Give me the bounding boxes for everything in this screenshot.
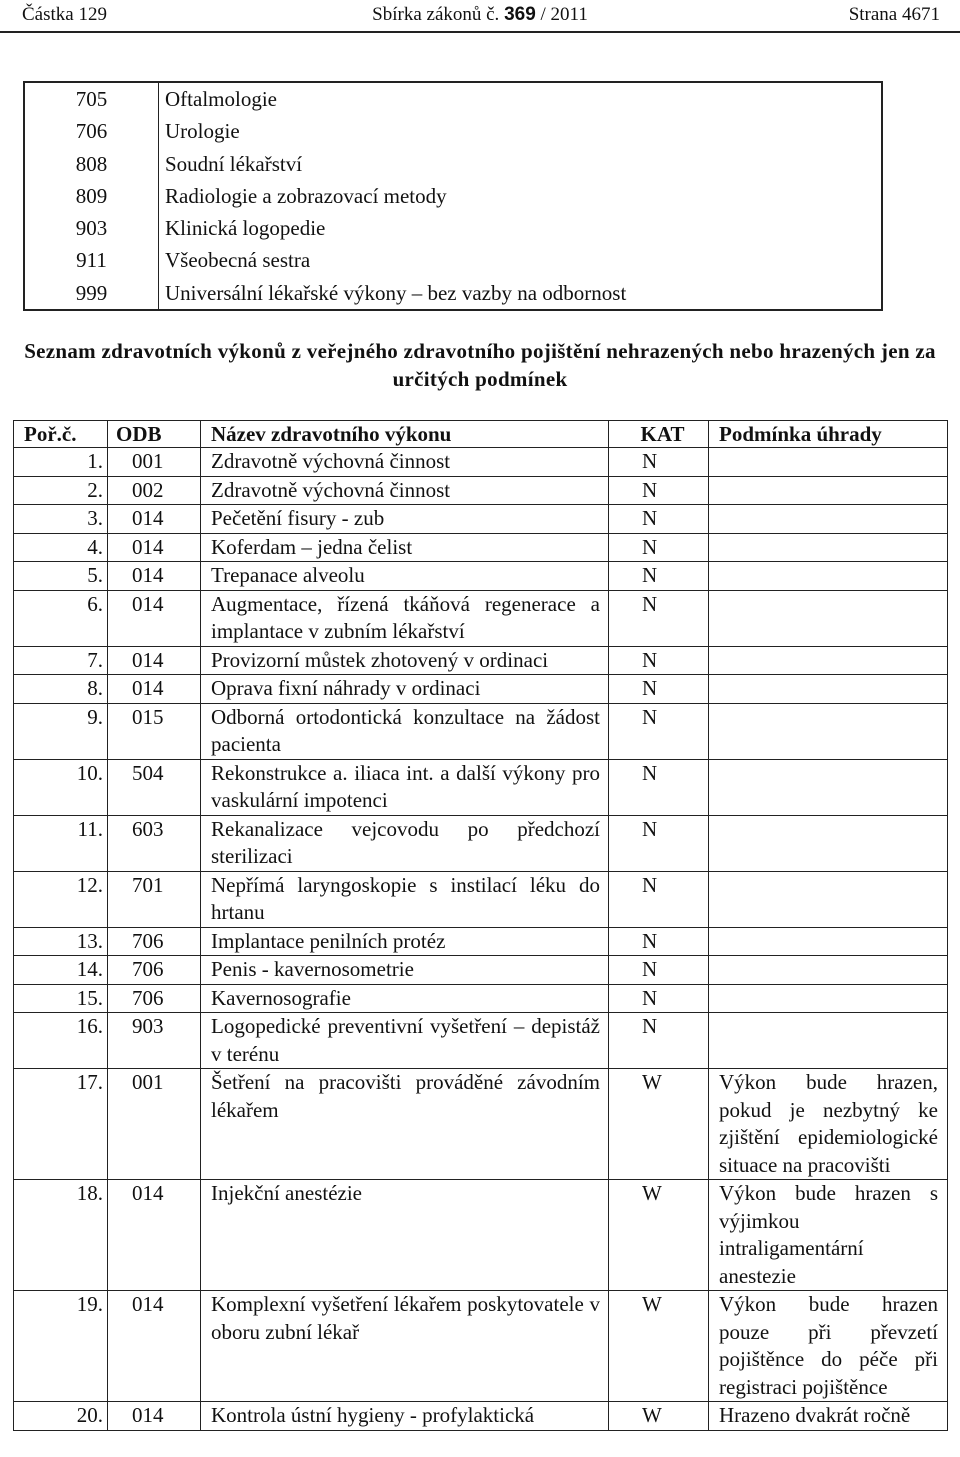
table-row [14,815,948,871]
row-procedure-name: Rekanalizace vejcovodu po předchozí sterilizaci [201,815,609,871]
row-condition [709,927,948,956]
law-year: / 2011 [540,4,588,25]
specialty-name: Klinická logopedie [165,216,326,241]
row-procedure-name: Zdravotně výchovná činnost [201,476,609,505]
row-odb: 014 [108,646,201,675]
row-condition [709,1013,948,1069]
specialty-code: 903 [24,212,159,244]
table-row [14,1013,948,1069]
row-number: 19. [14,1291,108,1402]
row-odb: 014 [108,533,201,562]
specialty-table [23,81,883,311]
row-odb: 603 [108,815,201,871]
row-category: W [609,1291,709,1402]
row-number: 1. [14,448,108,477]
row-procedure-name: Augmentace, řízená tkáňová regenerace a implantace v zubním lékařství [201,590,609,646]
specialty-name: Všeobecná sestra [165,248,311,273]
row-number: 15. [14,984,108,1013]
table-row [14,646,948,675]
specialty-name: Oftalmologie [165,87,277,111]
table-row [14,1291,948,1402]
row-odb: 002 [108,476,201,505]
row-category: N [609,1013,709,1069]
row-number: 10. [14,759,108,815]
table-row [14,1402,948,1431]
specialty-code: 706 [24,115,159,147]
header-odb: ODB [108,421,201,448]
row-condition [709,956,948,985]
table-row [14,871,948,927]
row-category: N [609,956,709,985]
row-odb: 001 [108,448,201,477]
table-row [14,675,948,704]
page-header [0,0,960,33]
table-row [14,476,948,505]
row-procedure-name: Pečetění fisury - zub [201,505,609,534]
row-category: W [609,1180,709,1291]
row-condition [709,448,948,477]
row-number: 8. [14,675,108,704]
row-number: 7. [14,646,108,675]
row-number: 11. [14,815,108,871]
section-title: Seznam zdravotních výkonů z veřejného zdravotního pojištění nehrazených nebo hrazených jen za určitých podmínek [24,339,936,391]
row-condition: Hrazeno dvakrát ročně [709,1402,948,1431]
row-condition [709,984,948,1013]
specialty-name: Radiologie a zobrazovací metody [165,183,447,208]
specialty-name: Soudní lékařství [165,151,303,176]
row-category: N [609,505,709,534]
specialty-code: 808 [24,148,159,180]
table-row [24,212,882,244]
law-number: 369 [504,4,536,25]
row-condition [709,590,948,646]
row-category: W [609,1402,709,1431]
row-category: N [609,871,709,927]
row-procedure-name: Šetření na pracovišti prováděné závodním lékařem [201,1069,609,1180]
row-condition [709,871,948,927]
row-condition [709,815,948,871]
issue-label: Částka 129 [22,4,107,25]
specialty-code: 911 [24,244,159,276]
table-row [14,956,948,985]
row-number: 3. [14,505,108,534]
table-row [14,448,948,477]
row-category: N [609,815,709,871]
row-condition [709,759,948,815]
table-row [24,277,882,310]
table-row [24,82,882,115]
table-row [24,244,882,276]
header-no: Poř.č. [14,421,108,448]
row-odb: 014 [108,562,201,591]
specialty-name: Universální lékařské výkony – bez vazby na odbornost [165,280,627,305]
row-category: N [609,476,709,505]
row-condition: Výkon bude hrazen pouze při převzetí pojištěnce do péče při registraci pojištěnce [709,1291,948,1402]
table-row [24,148,882,180]
row-procedure-name: Logopedické preventivní vyšetření – depistáž v terénu [201,1013,609,1069]
row-condition [709,646,948,675]
row-procedure-name: Rekonstrukce a. iliaca int. a další výkony pro vaskulární impotenci [201,759,609,815]
row-odb: 903 [108,1013,201,1069]
row-procedure-name: Kontrola ústní hygieny - profylaktická [201,1402,609,1431]
table-row [14,759,948,815]
row-category: N [609,448,709,477]
row-odb: 706 [108,927,201,956]
row-category: N [609,984,709,1013]
row-number: 16. [14,1013,108,1069]
table-header-row [14,421,948,448]
row-condition: Výkon bude hrazen, pokud je nezbytný ke zjištění epidemiologické situace na pracovišti [709,1069,948,1180]
table-row [14,590,948,646]
row-procedure-name: Penis - kavernosometrie [201,956,609,985]
row-number: 14. [14,956,108,985]
table-row [14,505,948,534]
row-category: N [609,927,709,956]
row-category: N [609,703,709,759]
row-number: 13. [14,927,108,956]
row-category: N [609,646,709,675]
row-condition [709,703,948,759]
row-odb: 014 [108,505,201,534]
row-procedure-name: Kavernosografie [201,984,609,1013]
row-condition: Výkon bude hrazen s výjimkou intraligamentární anestezie [709,1180,948,1291]
table-row [14,1069,948,1180]
row-number: 6. [14,590,108,646]
row-number: 20. [14,1402,108,1431]
row-number: 9. [14,703,108,759]
row-odb: 014 [108,675,201,704]
row-number: 18. [14,1180,108,1291]
row-odb: 706 [108,956,201,985]
table-row [14,927,948,956]
row-number: 12. [14,871,108,927]
row-procedure-name: Trepanace alveolu [201,562,609,591]
row-procedure-name: Koferdam – jedna čelist [201,533,609,562]
table-row [14,984,948,1013]
specialty-name: Urologie [165,119,240,144]
row-procedure-name: Zdravotně výchovná činnost [201,448,609,477]
row-procedure-name: Oprava fixní náhrady v ordinaci [201,675,609,704]
collection-label [0,4,960,26]
row-condition [709,533,948,562]
row-procedure-name: Komplexní vyšetření lékařem poskytovatele v oboru zubní lékař [201,1291,609,1402]
row-odb: 001 [108,1069,201,1180]
header-condition: Podmínka úhrady [709,421,948,448]
specialty-code: 705 [24,82,159,115]
row-odb: 504 [108,759,201,815]
table-row [14,533,948,562]
row-category: N [609,533,709,562]
page-number: Strana 4671 [848,4,940,25]
specialty-code: 809 [24,180,159,212]
row-number: 5. [14,562,108,591]
row-category: W [609,1069,709,1180]
row-condition [709,562,948,591]
row-condition [709,505,948,534]
row-condition [709,476,948,505]
row-category: N [609,562,709,591]
row-odb: 014 [108,1291,201,1402]
row-odb: 014 [108,590,201,646]
row-odb: 015 [108,703,201,759]
header-kat: KAT [609,421,709,448]
row-procedure-name: Implantace penilních protéz [201,927,609,956]
row-odb: 014 [108,1402,201,1431]
header-name: Název zdravotního výkonu [201,421,609,448]
collection-prefix: Sbírka zákonů č. [372,4,500,25]
row-procedure-name: Injekční anestézie [201,1180,609,1291]
row-procedure-name: Nepřímá laryngoskopie s instilací léku do hrtanu [201,871,609,927]
table-row [14,703,948,759]
table-row [24,180,882,212]
row-number: 2. [14,476,108,505]
row-procedure-name: Odborná ortodontická konzultace na žádost pacienta [201,703,609,759]
row-odb: 706 [108,984,201,1013]
row-category: N [609,590,709,646]
row-number: 17. [14,1069,108,1180]
row-procedure-name: Provizorní můstek zhotovený v ordinaci [201,646,609,675]
procedure-table [13,420,948,1431]
row-odb: 701 [108,871,201,927]
table-row [14,562,948,591]
table-row [24,115,882,147]
row-category: N [609,759,709,815]
row-condition [709,675,948,704]
table-row [14,1180,948,1291]
row-odb: 014 [108,1180,201,1291]
row-category: N [609,675,709,704]
row-number: 4. [14,533,108,562]
specialty-code: 999 [24,277,159,310]
